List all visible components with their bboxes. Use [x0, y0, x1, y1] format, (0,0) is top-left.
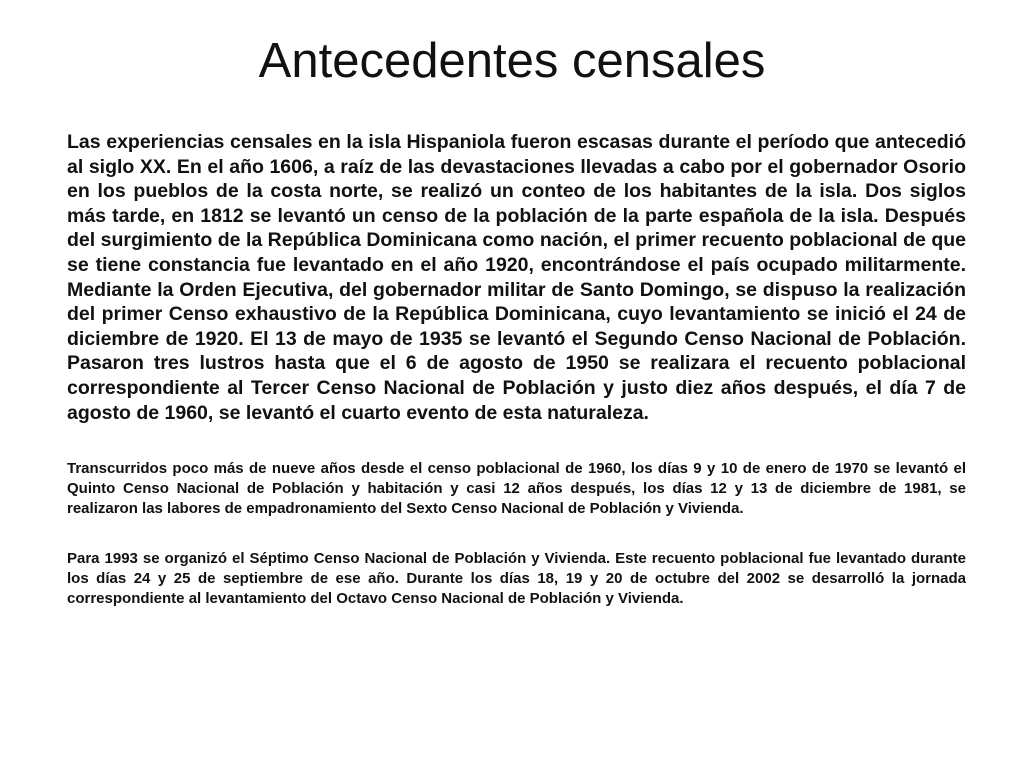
slide-body: [67, 130, 966, 639]
paragraph-history-intro: Las experiencias censales en la isla Hispaniola fueron escasas durante el período que antecedió al siglo XX. En el año 1606, a raíz de las devastaciones llevadas a cabo por el gobernador Osorio en los pueblos de la costa norte, se realizó un conteo de los habitantes de la isla. Dos siglos más tarde, en 1812 se levantó un censo de la población de la parte española de la isla. Después del surgimiento de la República Dominicana como nación, el primer recuento poblacional de que se tiene constancia fue levantado en el año 1920, encontrándose el país ocupado militarmente. Mediante la Orden Ejecutiva, del gobernador militar de Santo Domingo, se dispuso la realización del primer Censo exhaustivo de la República Dominicana, cuyo levantamiento se inició el 24 de diciembre de 1920. El 13 de mayo de 1935 se levantó el Segundo Censo Nacional de Población. Pasaron tres lustros hasta que el 6 de agosto de 1950 se realizara el recuento poblacional correspondiente al Tercer Censo Nacional de Población y justo diez años después, el día 7 de agosto de 1960, se levantó el cuarto evento de esta naturaleza.: [67, 131, 966, 424]
slide-title: Antecedentes censales: [258, 34, 766, 88]
paragraph-censuses-1970-1981: Transcurridos poco más de nueve años desde el censo poblacional de 1960, los días 9 y 10 de enero de 1970 se levantó el Quinto Censo Nacional de Población y habitación y casi 12 años después, los días 12 y 13 de diciembre de 1981, se realizaron las labores de empadronamiento del Sexto Censo Nacional de Población y Vivienda.: [67, 460, 966, 518]
paragraph-censuses-1993-2002: Para 1993 se organizó el Séptimo Censo Nacional de Población y Vivienda. Este recuento poblacional fue levantado durante los días 24 y 25 de septiembre de ese año. Durante los días 18, 19 y 20 de octubre del 2002 se desarrolló la jornada correspondiente al levantamiento del Octavo Censo Nacional de Población y Vivienda.: [67, 550, 966, 608]
